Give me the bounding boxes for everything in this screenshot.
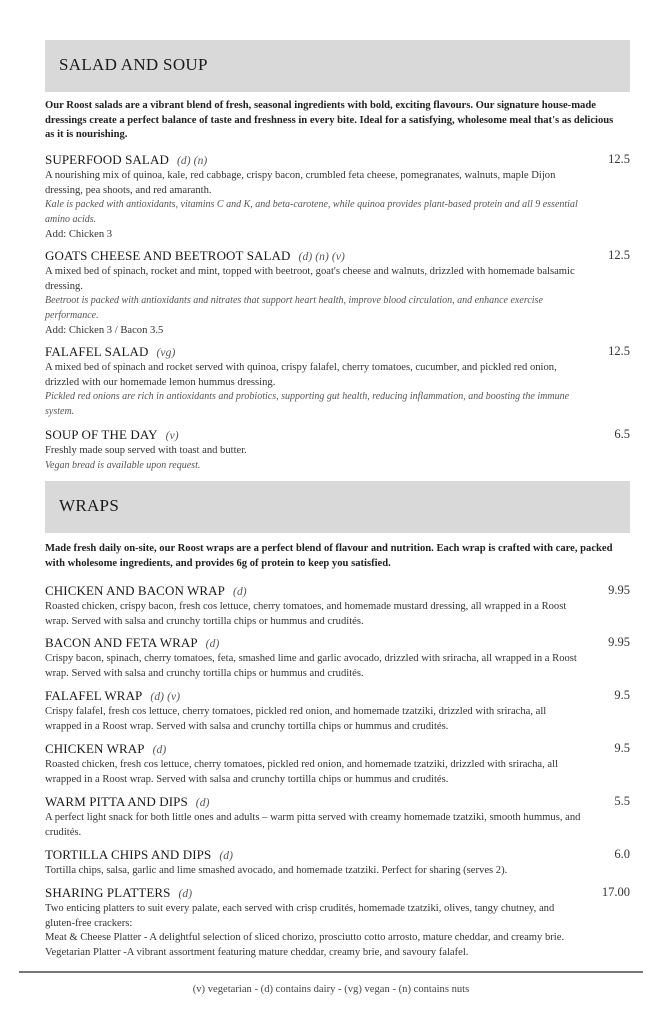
nutrition-note: Vegan bread is available upon request. [45,459,201,471]
menu-item [45,741,630,787]
item-name: CHICKEN WRAP [45,741,145,756]
item-title [45,885,630,902]
item-price: 12.5 [608,248,630,262]
section-header [45,40,630,92]
dietary-tags: (d) (v) [150,691,181,703]
menu-item [45,635,630,681]
item-name: SOUP OF THE DAY [45,427,158,442]
item-title [45,152,630,169]
item-name: SHARING PLATTERS [45,885,171,900]
dietary-tags: (d) (n) (v) [298,251,345,263]
nutrition-note: Beetroot is packed with antioxidants and nitrates that support heart health, improve blood circulation, and enhance exercise performance. [45,295,543,321]
dietary-legend: (v) vegetarian - (d) contains dairy - (vg) vegan - (n) contains nuts [192,984,470,995]
dietary-tags: (d) [152,744,167,756]
section-heading: SALAD AND SOUP [59,55,208,74]
item-price: 12.5 [608,152,630,166]
item-description: Crispy falafel, fresh cos lettuce, cherry tomatoes, pickled red onion, and homemade tzatziki, drizzled with sriracha, all wrapped in a Roost wrap. Served with salsa and crunchy tortilla chips or hummus and crudités. [45,706,547,732]
menu-item [45,885,630,960]
item-name: BACON AND FETA WRAP [45,635,198,650]
item-price: 6.5 [614,427,630,441]
item-description: Roasted chicken, fresh cos lettuce, cherry tomatoes, pickled red onion, and homemade tzatziki, drizzled with sriracha, all wrapped in a Roost wrap. Served with salsa and crunchy tortilla chips or hummus and crudités. [45,759,559,785]
dietary-tags: (d) (n) [176,155,208,167]
dietary-tags: (d) [233,586,247,598]
item-price: 12.5 [608,344,630,358]
nutrition-note: Pickled red onions are rich in antioxidants and probiotics, supporting gut health, reducing inflammation, and boosting the immune system. [45,391,570,417]
item-price: 9.95 [608,635,630,649]
item-description: Freshly made soup served with toast and butter. [45,445,247,456]
item-title [45,847,630,864]
dietary-tags: (v) [165,430,179,442]
section-heading: WRAPS [59,496,120,515]
menu-item [45,248,630,338]
item-title [45,344,630,361]
menu-item [45,688,630,734]
item-name: GOATS CHEESE AND BEETROOT SALAD [45,248,291,263]
menu-item [45,427,630,473]
nutrition-note: Kale is packed with antioxidants, vitamins C and K, and beta-carotene, while quinoa provides plant-based protein and all 9 essential amino acids. [45,199,578,225]
footer-divider [19,971,643,973]
menu-item [45,152,630,242]
dietary-tags: (d) [219,850,234,862]
item-name: TORTILLA CHIPS AND DIPS [45,847,212,862]
item-title [45,583,630,600]
menu-item [45,344,630,419]
item-title [45,427,630,444]
item-price: 9.5 [614,741,630,755]
item-description: Crispy bacon, spinach, cherry tomatoes, feta, smashed lime and garlic avocado, drizzled with sriracha, all wrapped in a Roost wrap. Served with salsa and crunchy tortilla chips or hummus and crudités. [45,653,577,679]
add-ons: Add: Chicken 3 / Bacon 3.5 [45,325,164,337]
item-description: A mixed bed of spinach, rocket and mint, topped with beetroot, goat's cheese and walnuts, drizzled with homemade balsamic dressing. [45,266,575,292]
item-title [45,248,630,265]
item-name: CHICKEN AND BACON WRAP [45,583,226,598]
add-ons: Add: Chicken 3 [45,229,113,241]
platter-option: Vegetarian Platter -A vibrant assortment featuring mature cheddar, creamy brie, and savoury falafel. [45,946,469,958]
item-title [45,741,630,758]
item-name: FALAFEL SALAD [45,344,149,359]
item-description: A perfect light snack for both little ones and adults – warm pitta served with creamy homemade tzatziki, smooth hummus, and crudités. [45,812,581,838]
item-description: A nourishing mix of quinoa, kale, red cabbage, crispy bacon, crumbled feta cheese, pomegranates, walnuts, maple Dijon dressing, pea shoots, and red amaranth. [45,170,556,196]
item-name: FALAFEL WRAP [45,688,143,703]
item-price: 9.5 [614,688,630,702]
dietary-tags: (d) [195,797,210,809]
dietary-tags: (d) [178,888,193,900]
item-title [45,688,630,705]
item-price: 5.5 [614,794,630,808]
item-name: WARM PITTA AND DIPS [45,794,188,809]
section-intro: Made fresh daily on-site, our Roost wraps are a perfect blend of flavour and nutrition. Each wrap is crafted with care, packed with wholesome ingredients, and provides 6g of protein to keep you satisfied. [45,543,613,569]
platter-option: Meat & Cheese Platter - A delightful selection of sliced chorizo, prosciutto cotto arrosto, mature cheddar, and creamy brie. [45,932,565,944]
item-description: Tortilla chips, salsa, garlic and lime smashed avocado, and homemade tzatziki. Perfect for sharing (serves 2). [45,865,508,876]
item-price: 6.0 [614,847,630,861]
section-header [45,481,630,533]
item-title [45,794,630,811]
item-title [45,635,630,652]
item-description: Roasted chicken, crispy bacon, fresh cos lettuce, cherry tomatoes, and homemade mustard dressing, all wrapped in a Roost wrap. Served with salsa and crunchy tortilla chips or hummus and crudités. [45,601,567,627]
menu-item [45,794,630,840]
item-name: SUPERFOOD SALAD [45,152,169,167]
item-price: 9.95 [608,583,630,597]
item-price: 17.00 [601,885,630,899]
menu-item [45,847,630,879]
dietary-tags: (vg) [156,347,176,359]
section-intro: Our Roost salads are a vibrant blend of fresh, seasonal ingredients with bold, exciting flavours. Our signature house-made dressings create a perfect balance of taste and freshness in every bite. Ideal for a satisfying, wholesome meal that's as delicious as it is nourishing. [45,100,614,141]
item-description: Two enticing platters to suit every palate, each served with crisp crudités, homemade tzatziki, olives, tangy chutney, and gluten-free crackers: [45,903,555,929]
dietary-tags: (d) [205,638,220,650]
item-description: A mixed bed of spinach and rocket served with quinoa, crispy falafel, cherry tomatoes, cucumber, and pickled red onion, drizzled with our homemade lemon hummus dressing. [45,362,557,388]
menu-item [45,583,630,629]
